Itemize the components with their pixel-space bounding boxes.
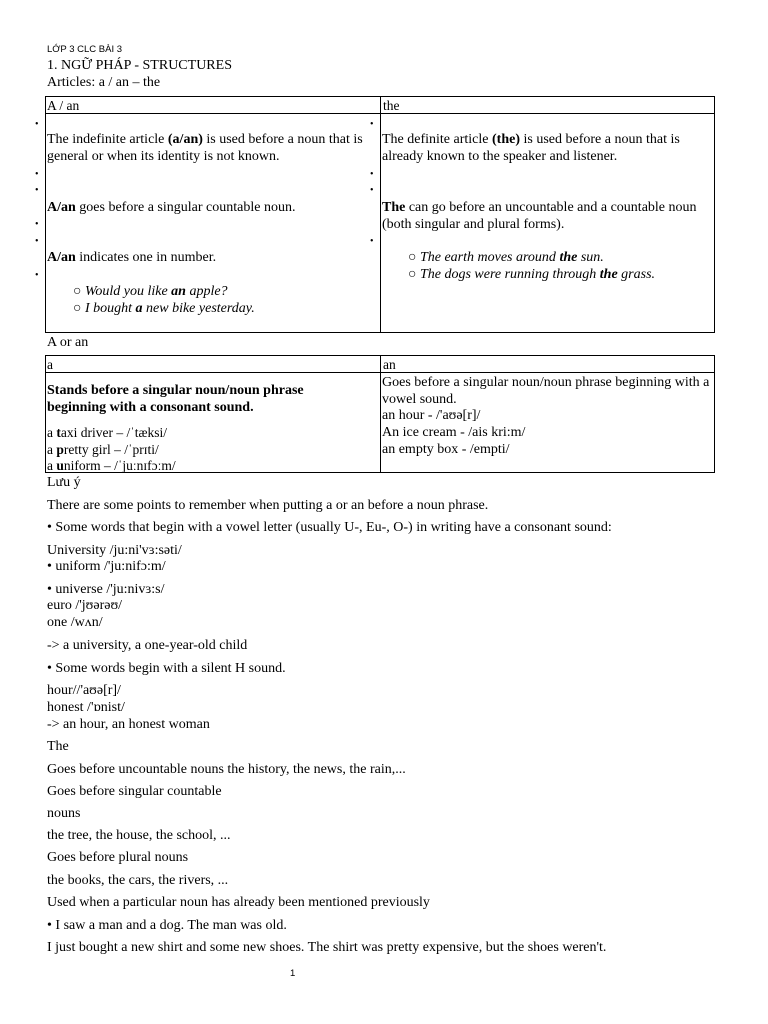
lesson-label: LỚP 3 CLC BÀI 3 — [47, 44, 123, 55]
bullet: • — [35, 236, 39, 247]
body-line: I just bought a new shirt and some new shoes. The shirt was pretty expensive, but the shoes weren't. — [47, 940, 607, 955]
indefinite-article-definition: The indefinite article (a/an) is used before a noun that is general or when its identity is not known. — [47, 132, 363, 164]
col-header-a: a — [47, 357, 53, 372]
definite-article-definition: The definite article (the) is used before a noun that is already known to the speaker and listener. — [382, 132, 680, 164]
body-line: • uniform /'ju:nifɔ:m/ — [47, 559, 166, 574]
page-number: 1 — [290, 968, 296, 979]
body-line: • Some words that begin with a vowel letter (usually U-, Eu-, O-) in writing have a consonant sound: — [47, 520, 612, 535]
body-line: -> a university, a one-year-old child — [47, 638, 248, 653]
body-line: honest /'ɒnist/ — [47, 700, 125, 715]
example-an-apple: ○ Would you like an apple? — [73, 284, 228, 299]
col-header-a-an: A / an — [47, 98, 80, 113]
table2-header-line — [45, 372, 715, 373]
a-consonant-rule: Stands before a singular noun/noun phrase beginning with a consonant sound. — [47, 383, 304, 415]
bullet: • — [35, 185, 39, 196]
body-line: • universe /'ju:nivɜ:s/ — [47, 582, 165, 597]
col-header-the: the — [383, 98, 400, 113]
example-the-grass: ○ The dogs were running through the grass. — [408, 267, 656, 282]
body-line: Goes before singular countable — [47, 784, 222, 799]
example-the-sun: ○ The earth moves around the sun. — [408, 250, 604, 265]
body-line: University /ju:ni'vɜ:səti/ — [47, 543, 182, 558]
body-line: the books, the cars, the rivers, ... — [47, 873, 229, 888]
body-line: • Some words begin with a silent H sound. — [47, 661, 286, 676]
bullet: • — [35, 219, 39, 230]
bullet: • — [35, 270, 39, 281]
example-ice-cream: An ice cream - /ais kri:m/ — [382, 425, 526, 440]
articles-heading: Articles: a / an – the — [47, 75, 161, 90]
example-pretty-girl: a pretty girl – /ˈprɪti/ — [47, 442, 159, 457]
bullet: • — [35, 119, 39, 130]
example-a-bike: ○ I bought a new bike yesterday. — [73, 301, 255, 316]
body-line: the tree, the house, the school, ... — [47, 828, 231, 843]
note-heading: Lưu ý — [47, 475, 81, 490]
a-an-singular-rule: A/an goes before a singular countable noun. — [47, 200, 296, 215]
section-title: 1. NGỮ PHÁP - STRUCTURES — [47, 58, 232, 73]
col-header-an: an — [383, 357, 396, 372]
body-line: -> an hour, an honest woman — [47, 717, 210, 732]
body-line: • I saw a man and a dog. The man was old. — [47, 918, 287, 933]
example-uniform: a uniform – /ˈjuːnɪfɔːm/ — [47, 458, 176, 473]
body-line: Goes before plural nouns — [47, 850, 189, 865]
a-an-number-rule: A/an indicates one in number. — [47, 250, 217, 265]
bullet: • — [370, 236, 374, 247]
body-line: euro /'jʊərəʊ/ — [47, 598, 123, 613]
bullet: • — [35, 169, 39, 180]
body-line: The — [47, 739, 69, 754]
body-line: hour//'aʊə[r]/ — [47, 683, 121, 698]
a-or-an-heading: A or an — [47, 335, 89, 350]
example-empty-box: an empty box - /empti/ — [382, 442, 510, 457]
example-an-hour: an hour - /'aʊə[r]/ — [382, 408, 481, 423]
body-line: Used when a particular noun has already been mentioned previously — [47, 895, 430, 910]
the-countable-rule: The can go before an uncountable and a countable noun (both singular and plural forms). — [382, 200, 697, 232]
body-line: one /wʌn/ — [47, 615, 103, 630]
an-vowel-rule: Goes before a singular noun/noun phrase beginning with a vowel sound. — [382, 375, 710, 407]
bullet: • — [370, 119, 374, 130]
example-taxi-driver: a taxi driver – /ˈtæksi/ — [47, 425, 167, 440]
body-line: nouns — [47, 806, 81, 821]
body-line: There are some points to remember when putting a or an before a noun phrase. — [47, 498, 489, 513]
body-line: Goes before uncountable nouns the history, the news, the rain,... — [47, 762, 406, 777]
table-divider — [380, 96, 381, 333]
table-header-line — [45, 113, 715, 114]
bullet: • — [370, 169, 374, 180]
bullet: • — [370, 185, 374, 196]
